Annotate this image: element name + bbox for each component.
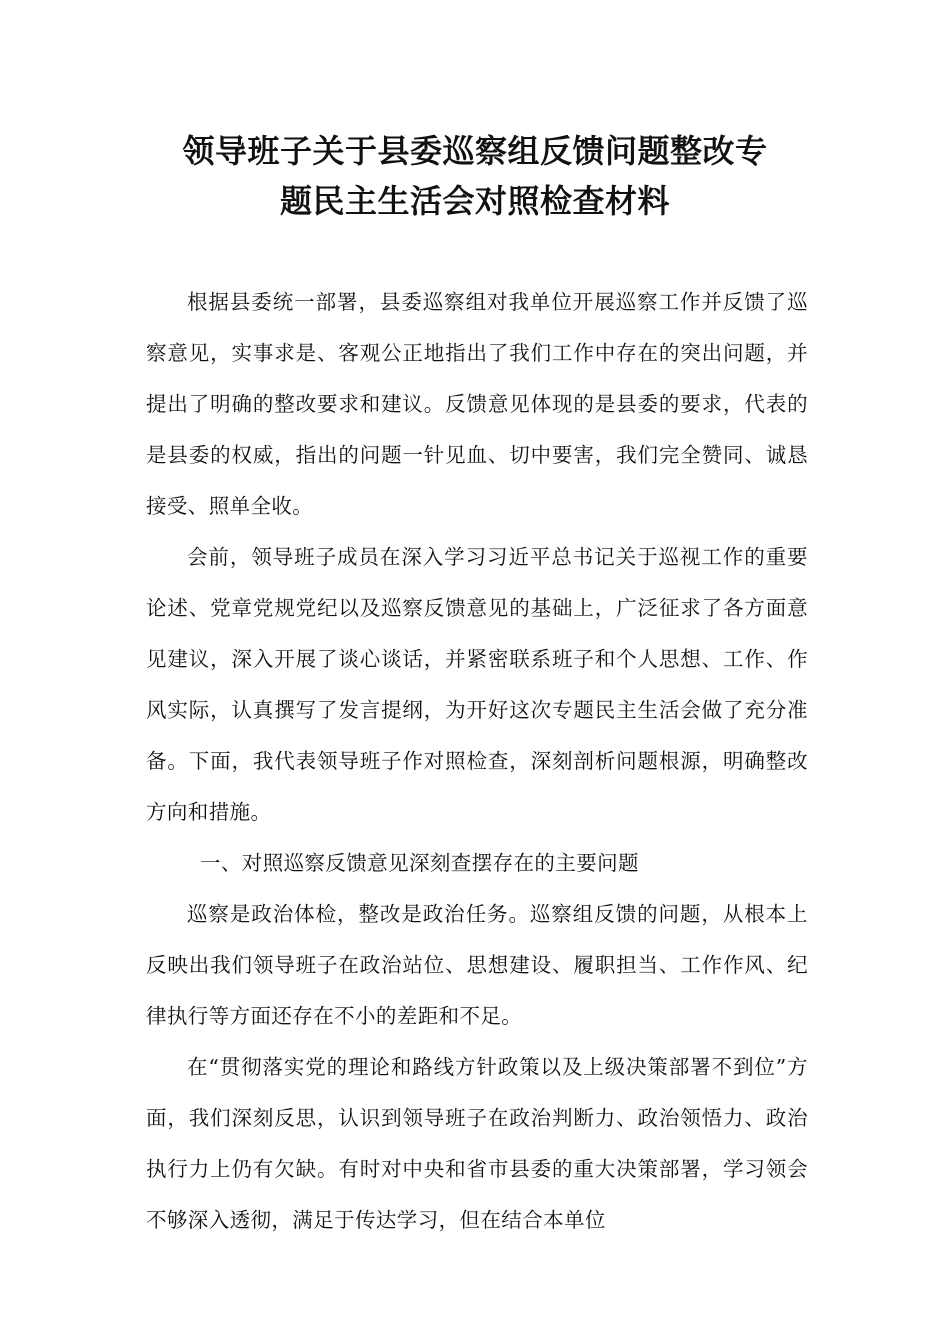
section-heading-1: 一、对照巡察反馈意见深刻查摆存在的主要问题: [200, 851, 639, 875]
title-line-2: 题民主生活会对照检查材料: [279, 182, 670, 220]
paragraph-implementation: 在“贯彻落实党的理论和路线方针政策以及上级决策部署不到位”方面，我们深刻反思，认识到领导班子在政治判断力、政治领悟力、政治执行力上仍有欠缺。有时对中央和省市县委的重大决策部署，学习领会不够深入透彻，满足于传达学习，但在结合本单位: [146, 1055, 808, 1232]
paragraph-inspection: 巡察是政治体检，整改是政治任务。巡察组反馈的问题，从根本上反映出我们领导班子在政治站位、思想建设、履职担当、工作作风、纪律执行等方面还存在不小的差距和不足。: [146, 902, 808, 1028]
paragraph-preparation: 会前，领导班子成员在深入学习习近平总书记关于巡视工作的重要论述、党章党规党纪以及巡察反馈意见的基础上，广泛征求了各方面意见建议，深入开展了谈心谈话，并紧密联系班子和个人思想、工作、作风实际，认真撰写了发言提纲，为开好这次专题民主生活会做了充分准备。下面，我代表领导班子作对照检查，深刻剖析问题根源，明确整改方向和措施。: [146, 545, 808, 824]
document-title: [140, 126, 810, 226]
title-line-1: 领导班子关于县委巡察组反馈问题整改专: [182, 132, 768, 170]
paragraph-intro: 根据县委统一部署，县委巡察组对我单位开展巡察工作并反馈了巡察意见，实事求是、客观公正地指出了我们工作中存在的突出问题，并提出了明确的整改要求和建议。反馈意见体现的是县委的要求，代表的是县委的权威，指出的问题一针见血、切中要害，我们完全赞同、诚恳接受、照单全收。: [146, 290, 808, 518]
document-body: [146, 277, 808, 1246]
